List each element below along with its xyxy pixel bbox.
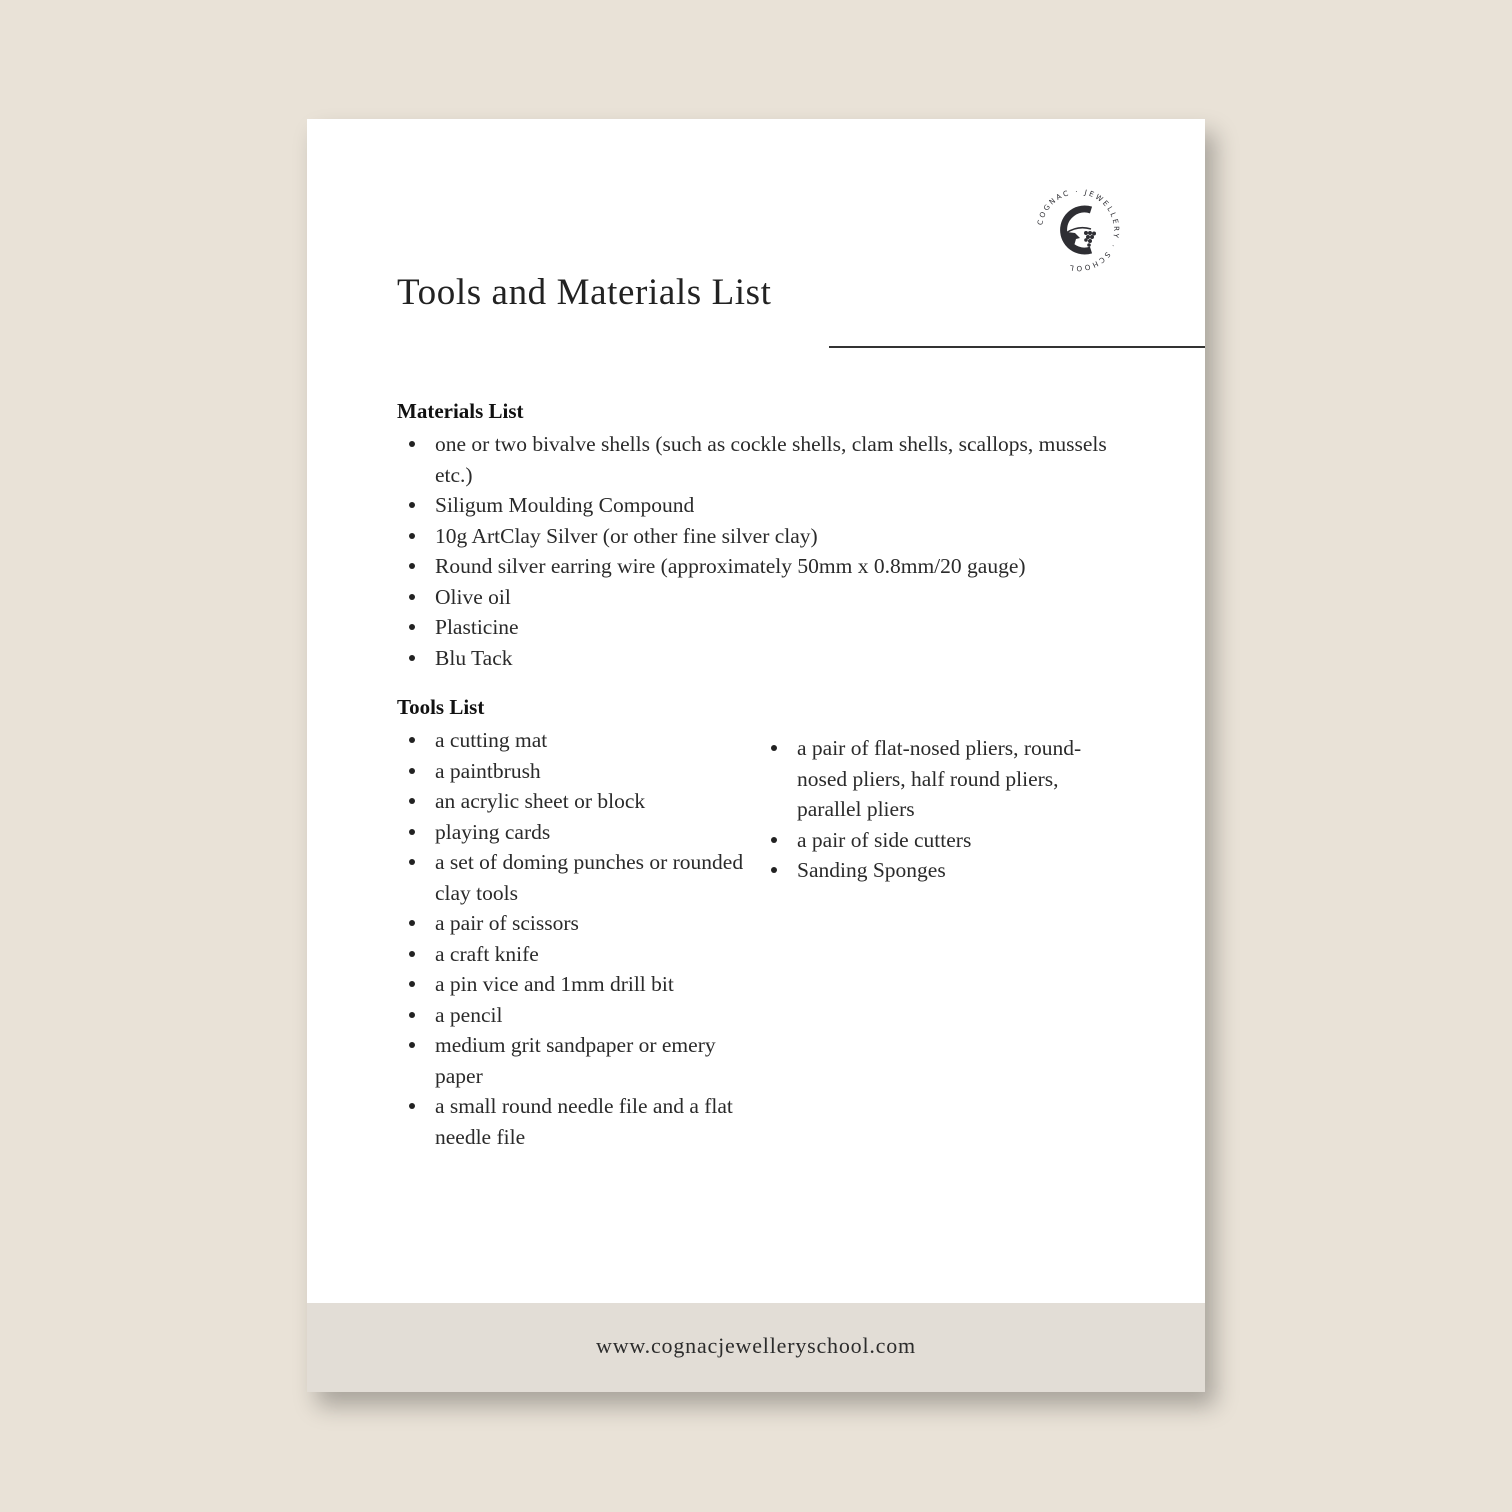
list-item: a paintbrush bbox=[397, 756, 757, 787]
tools-heading: Tools List bbox=[397, 695, 485, 719]
list-item: a pair of flat-nosed pliers, round-nosed pliers, half round pliers, parallel pliers bbox=[759, 733, 1089, 825]
list-item: a pencil bbox=[397, 1000, 757, 1031]
list-item: 10g ArtClay Silver (or other fine silver clay) bbox=[397, 521, 1117, 552]
list-item: a small round needle file and a flat needle file bbox=[397, 1091, 757, 1152]
page-footer bbox=[307, 1303, 1205, 1392]
list-item: medium grit sandpaper or emery paper bbox=[397, 1030, 757, 1091]
list-item: a cutting mat bbox=[397, 725, 757, 756]
svg-text:COGNAC · JEWELLERY · SCHOOL: COGNAC · JEWELLERY · SCHOOL bbox=[1035, 186, 1122, 274]
list-item: Sanding Sponges bbox=[759, 855, 1089, 886]
list-item: Olive oil bbox=[397, 582, 1117, 613]
list-item: a pair of side cutters bbox=[759, 825, 1089, 856]
tools-list-column-1 bbox=[397, 725, 757, 1152]
list-item: a pair of scissors bbox=[397, 908, 757, 939]
materials-list bbox=[397, 429, 1117, 673]
list-item: one or two bivalve shells (such as cockle shells, clam shells, scallops, mussels etc.) bbox=[397, 429, 1117, 490]
document-page bbox=[307, 119, 1205, 1392]
list-item: a pin vice and 1mm drill bit bbox=[397, 969, 757, 1000]
list-item: playing cards bbox=[397, 817, 757, 848]
list-item: an acrylic sheet or block bbox=[397, 786, 757, 817]
list-item: Round silver earring wire (approximately 50mm x 0.8mm/20 gauge) bbox=[397, 551, 1117, 582]
tools-list-column-2 bbox=[759, 733, 1089, 886]
materials-heading: Materials List bbox=[397, 399, 524, 423]
list-item: Blu Tack bbox=[397, 643, 1117, 674]
list-item: a set of doming punches or rounded clay tools bbox=[397, 847, 757, 908]
website-url: www.cognacjewelleryschool.com bbox=[596, 1333, 916, 1358]
list-item: Siligum Moulding Compound bbox=[397, 490, 1117, 521]
page-title: Tools and Materials List bbox=[397, 272, 772, 313]
list-item: a craft knife bbox=[397, 939, 757, 970]
list-item: Plasticine bbox=[397, 612, 1117, 643]
title-divider bbox=[829, 346, 1205, 348]
cognac-jewellery-school-logo bbox=[1033, 185, 1123, 275]
